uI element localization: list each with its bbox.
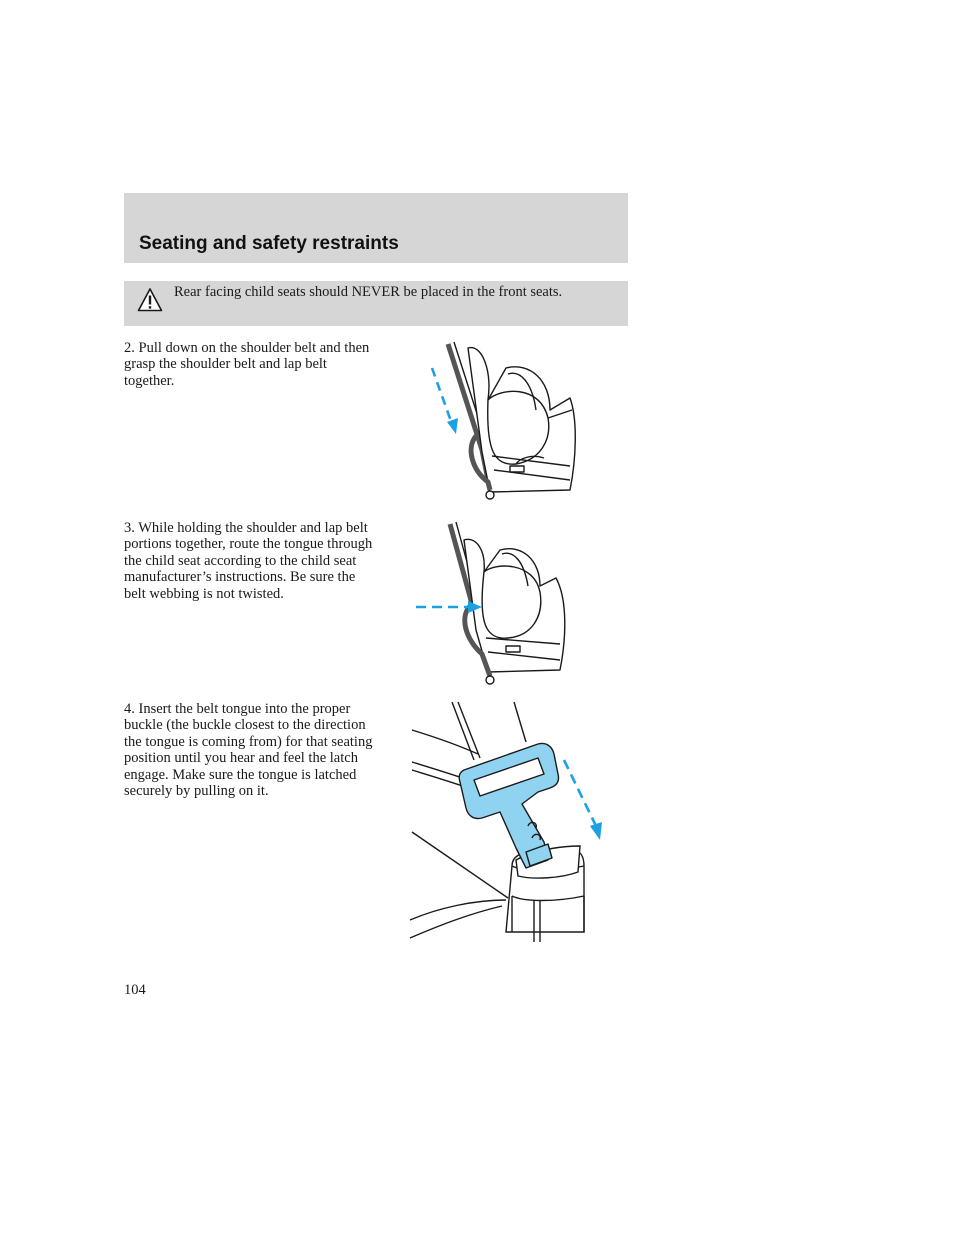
child-seat-pull-belt-illustration xyxy=(420,340,590,510)
warning-box xyxy=(124,281,628,326)
section-header xyxy=(124,193,628,263)
belt-tongue-buckle-illustration xyxy=(408,700,608,945)
warning-text: Rear facing child seats should NEVER be placed in the front seats. xyxy=(174,284,563,300)
step-4-text: 4. Insert the belt tongue into the proper buckle (the buckle closest to the direction the tongue is coming from) for that seating position until you hear and feel the latch engage. Make sure the tongue is latched securely by pulling on it. xyxy=(124,701,373,800)
warning-triangle-icon xyxy=(137,287,163,313)
step-2-text: 2. Pull down on the shoulder belt and then grasp the shoulder belt and lap belt together. xyxy=(124,340,370,389)
child-seat-route-tongue-illustration xyxy=(410,520,580,690)
step-3-text: 3. While holding the shoulder and lap belt portions together, route the tongue through the child seat according to the child seat manufacturer’s instructions. Be sure the belt webbing is not twisted. xyxy=(124,520,373,602)
page-number: 104 xyxy=(124,982,146,998)
section-title: Seating and safety restraints xyxy=(139,233,399,254)
